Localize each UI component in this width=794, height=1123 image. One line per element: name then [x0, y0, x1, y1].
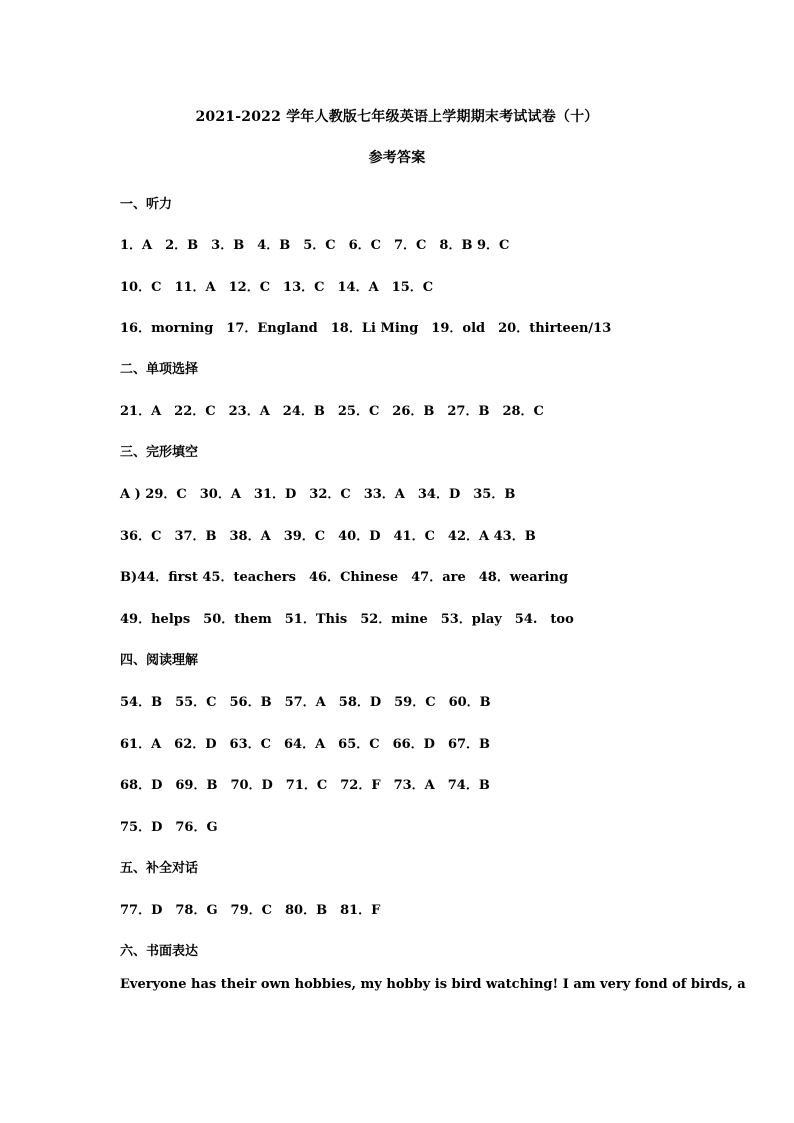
section-heading-writing: 六、书面表达 — [120, 944, 199, 959]
section-heading-listening: 一、听力 — [120, 197, 173, 212]
answer-line: 36．C 37．B 38．A 39．C 40．D 41．C 42．A 43．B — [120, 529, 536, 544]
writing-text: Everyone has their own hobbies, my hobby is bird watching! I am very fond of birds, a — [120, 977, 746, 992]
answer-line: 77．D 78．G 79．C 80．B 81．F — [120, 903, 381, 918]
answer-line: 16．morning 17．England 18．Li Ming 19．old 20．thirteen/13 — [120, 321, 612, 336]
answer-line: 1．A 2．B 3．B 4．B 5．C 6．C 7．C 8．B 9．C — [120, 238, 510, 253]
answer-line: B)44．first 45．teachers 46．Chinese 47．are 48．wearing — [120, 570, 569, 585]
section-heading-reading: 四、阅读理解 — [120, 653, 199, 668]
section-heading-single-choice: 二、单项选择 — [120, 362, 199, 377]
answer-line: 68．D 69．B 70．D 71．C 72．F 73．A 74．B — [120, 778, 490, 793]
section-heading-dialogue: 五、补全对话 — [120, 861, 199, 876]
section-heading-cloze: 三、完形填空 — [120, 445, 199, 460]
answer-line: 75．D 76．G — [120, 820, 218, 835]
answer-line: 10．C 11．A 12．C 13．C 14．A 15．C — [120, 280, 434, 295]
answer-line: A ) 29．C 30．A 31．D 32．C 33．A 34．D 35．B — [120, 487, 516, 502]
page-title: 2021-2022 学年人教版七年级英语上学期期末考试试卷（十） — [195, 109, 599, 125]
answer-line: 21．A 22．C 23．A 24．B 25．C 26．B 27．B 28．C — [120, 404, 544, 419]
page-subtitle: 参考答案 — [368, 150, 426, 166]
answer-line: 61．A 62．D 63．C 64．A 65．C 66．D 67．B — [120, 737, 491, 752]
answer-line: 54．B 55．C 56．B 57．A 58．D 59．C 60．B — [120, 695, 491, 710]
answer-line: 49．helps 50．them 51．This 52．mine 53．play 54. too — [120, 612, 574, 627]
